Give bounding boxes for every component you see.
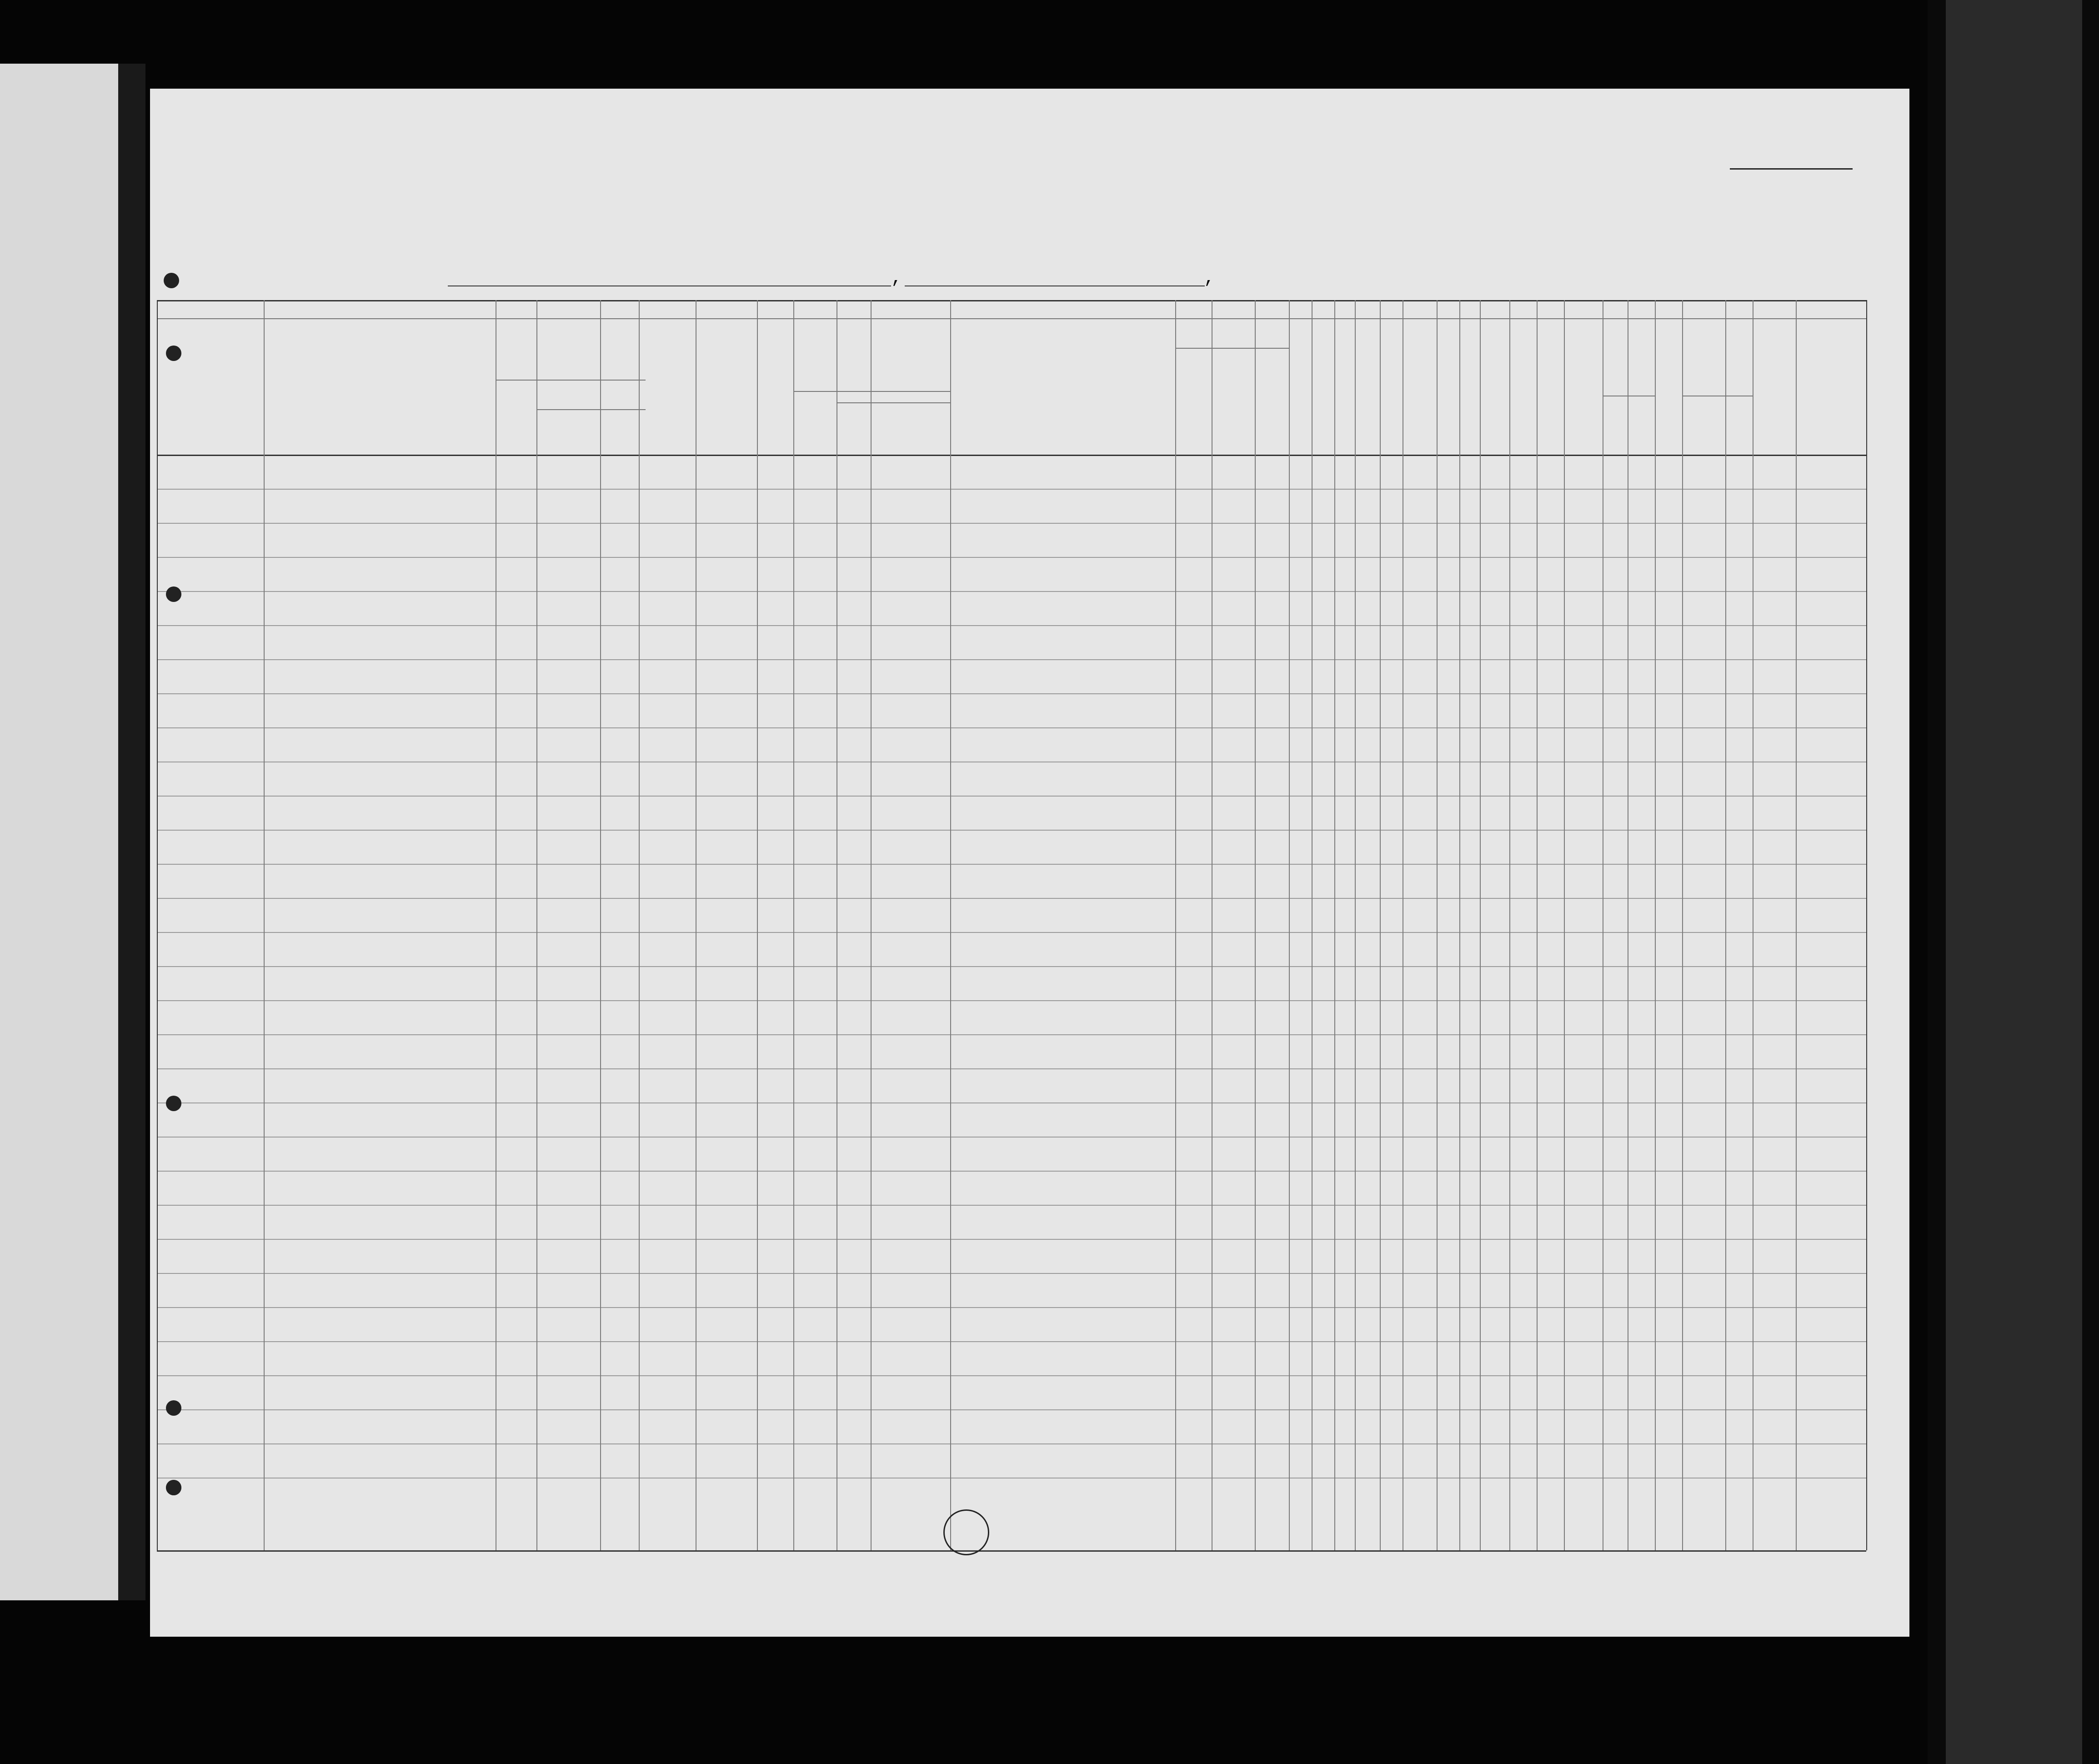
row-rule [157,1000,1866,1001]
column-rule [1334,300,1335,1550]
column-rule [1655,300,1656,1550]
header-top-rule [157,300,1866,301]
column-rule [1480,300,1481,1550]
column-rule [1866,300,1867,1550]
binder-hole [166,1096,181,1111]
column-rule [600,300,601,1550]
comma-2: , [1204,268,1215,289]
column-rule [264,300,265,1550]
column-rule [1459,300,1460,1550]
row-rule [157,523,1866,524]
row-rule [157,659,1866,660]
row-rule [157,1273,1866,1274]
row-rule [157,1409,1866,1410]
column-rule [1725,300,1726,1550]
row-rule [157,1171,1866,1172]
row-rule [157,1068,1866,1069]
row-rule [157,1034,1866,1035]
column-rule [793,300,794,1550]
table-bottom-rule [157,1550,1866,1552]
row-rule [157,1239,1866,1240]
row-rule [157,1443,1866,1444]
before-sub-rule [793,391,950,392]
circled-number [943,1509,989,1555]
next-page-edge [1946,0,2082,1764]
row-rule [157,1307,1866,1308]
header-bottom-rule [157,455,1866,456]
purpose-sub-rule [1175,348,1289,349]
binder-hole [166,1400,181,1416]
binder-hole [166,1480,181,1495]
column-rule [1796,300,1797,1550]
column-rule [757,300,758,1550]
previous-page-edge [0,64,120,1600]
row-rule [157,966,1866,967]
usa-sub-rule [536,409,646,410]
binder-hole [164,273,179,288]
list-underline [1730,168,1853,170]
manifest-sheet [150,89,1909,1637]
comma-1: , [891,268,902,289]
column-rule [1380,300,1381,1550]
row-rule [157,1137,1866,1138]
row-rule [157,489,1866,490]
row-rule [157,625,1866,626]
row-rule [157,591,1866,592]
row-rule [157,830,1866,831]
row-rule [157,1102,1866,1103]
column-rule [1564,300,1565,1550]
column-rule [1312,300,1313,1550]
column-rule [1289,300,1290,1550]
row-rule [157,693,1866,694]
column-rule [871,300,872,1550]
ifyes-sub-rule [837,402,950,403]
row-rule [157,557,1866,558]
row-rule [157,1375,1866,1376]
dest-sub-rule [496,380,646,381]
row-rule [157,796,1866,797]
column-rule [1437,300,1438,1550]
binder-hole [166,346,181,361]
row-rule [157,932,1866,933]
column-rule [1509,300,1510,1550]
row-rule [157,727,1866,728]
binder-hole [166,586,181,602]
column-rule [1682,300,1683,1550]
row-rule [157,898,1866,899]
column-rule [639,300,640,1550]
column-rule [157,300,158,1550]
column-rule [950,300,951,1550]
column-rule [536,300,537,1550]
column-rule [1355,300,1356,1550]
column-number-rule [157,318,1866,319]
row-rule [157,1205,1866,1206]
column-rule [1255,300,1256,1550]
row-rule [157,864,1866,865]
column-rule [1175,300,1176,1550]
page-gutter-shadow [118,64,145,1600]
row-rule [157,1341,1866,1342]
column-rule [1537,300,1538,1550]
